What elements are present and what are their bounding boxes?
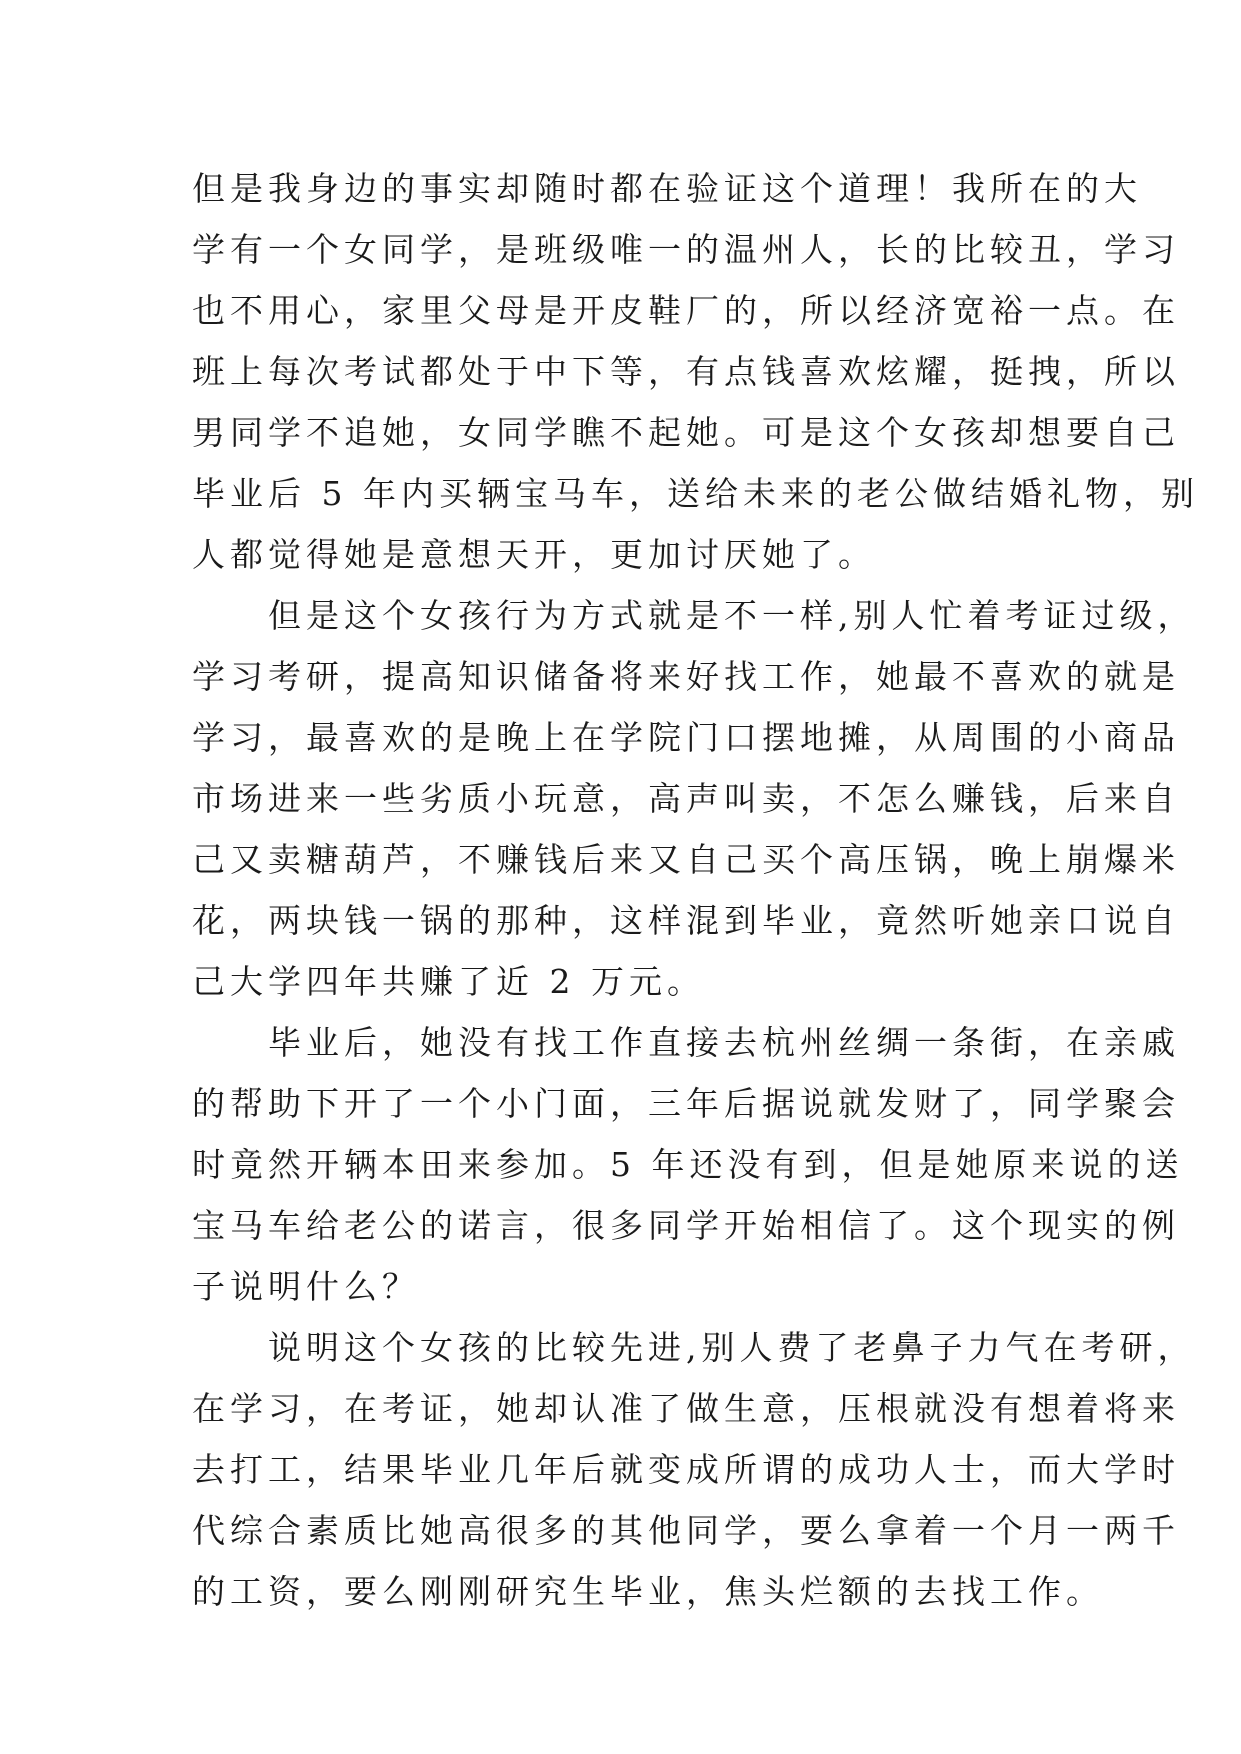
text-line: 班上每次考试都处于中下等，有点钱喜欢炫耀，挺拽，所以 (192, 352, 1180, 391)
text-line: 但是这个女孩行为方式就是不一样,别人忙着考证过级， (268, 596, 1196, 635)
paragraph-2 (192, 585, 1196, 1012)
text-line: 男同学不追她，女同学瞧不起她。可是这个女孩却想要自己 (192, 413, 1180, 452)
text-line: 市场进来一些劣质小玩意，高声叫卖，不怎么赚钱，后来自 (192, 779, 1180, 818)
text-line: 学习考研，提高知识储备将来好找工作，她最不喜欢的就是 (192, 657, 1180, 696)
text-line: 己大学四年共赚了近 2 万元。 (192, 962, 705, 1001)
text-line: 己又卖糖葫芦，不赚钱后来又自己买个高压锅，晚上崩爆米 (192, 840, 1180, 879)
text-line: 子说明什么？ (192, 1267, 420, 1306)
text-line: 也不用心，家里父母是开皮鞋厂的，所以经济宽裕一点。在 (192, 291, 1180, 330)
text-line: 人都觉得她是意想天开，更加讨厌她了。 (192, 535, 876, 574)
text-line: 学有一个女同学，是班级唯一的温州人，长的比较丑，学习 (192, 230, 1180, 269)
text-line: 时竟然开辆本田来参加。5 年还没有到，但是她原来说的送 (192, 1145, 1184, 1184)
text-line: 毕业后，她没有找工作直接去杭州丝绸一条街，在亲戚 (268, 1023, 1180, 1062)
text-line: 的工资，要么刚刚研究生毕业，焦头烂额的去找工作。 (192, 1572, 1104, 1611)
text-line: 在学习，在考证，她却认准了做生意，压根就没有想着将来 (192, 1389, 1180, 1428)
paragraph-1 (192, 158, 1199, 585)
text-line: 学习，最喜欢的是晚上在学院门口摆地摊，从周围的小商品 (192, 718, 1180, 757)
text-line: 花，两块钱一锅的那种，这样混到毕业，竟然听她亲口说自 (192, 901, 1180, 940)
paragraph-4 (192, 1317, 1196, 1622)
text-line: 说明这个女孩的比较先进,别人费了老鼻子力气在考研， (268, 1328, 1196, 1367)
text-line: 代综合素质比她高很多的其他同学，要么拿着一个月一两千 (192, 1511, 1180, 1550)
text-line: 宝马车给老公的诺言，很多同学开始相信了。这个现实的例 (192, 1206, 1180, 1245)
article-body (192, 158, 1199, 1622)
text-line: 毕业后 5 年内买辆宝马车，送给未来的老公做结婚礼物，别 (192, 474, 1199, 513)
text-line: 但是我身边的事实却随时都在验证这个道理！我所在的大 (192, 169, 1142, 208)
text-line: 去打工，结果毕业几年后就变成所谓的成功人士，而大学时 (192, 1450, 1180, 1489)
text-line: 的帮助下开了一个小门面，三年后据说就发财了，同学聚会 (192, 1084, 1180, 1123)
paragraph-3 (192, 1012, 1184, 1317)
